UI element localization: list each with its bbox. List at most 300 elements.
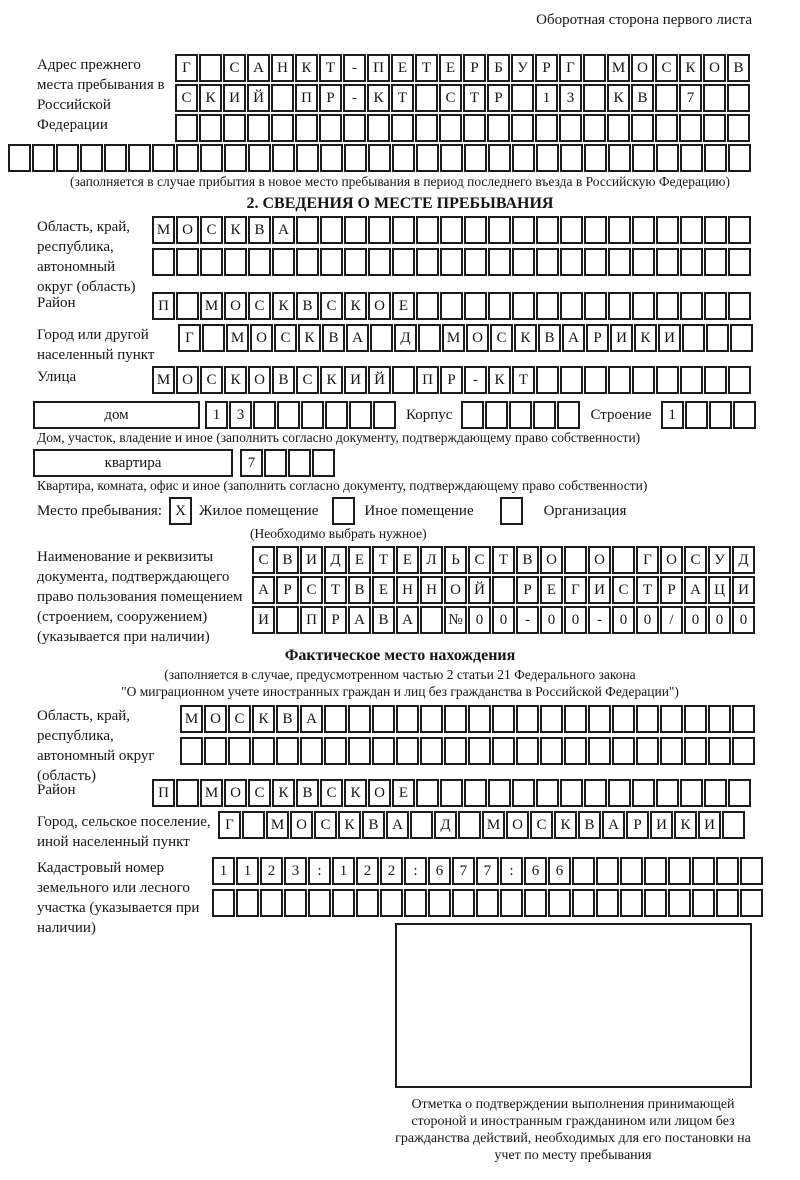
char-box[interactable]: 2 [380, 857, 403, 885]
char-box[interactable] [584, 144, 607, 172]
char-box[interactable] [704, 144, 727, 172]
char-box[interactable]: № [444, 606, 467, 634]
char-box[interactable] [463, 114, 486, 142]
char-box[interactable]: П [152, 292, 175, 320]
char-box[interactable]: 1 [535, 84, 558, 112]
char-box[interactable] [32, 144, 55, 172]
char-box[interactable] [492, 737, 515, 765]
char-box[interactable] [684, 705, 707, 733]
checkbox-zhiloe[interactable]: X [169, 497, 192, 525]
char-box[interactable]: Р [660, 576, 683, 604]
char-box[interactable] [583, 114, 606, 142]
char-box[interactable] [512, 144, 535, 172]
char-box[interactable] [344, 248, 367, 276]
char-box[interactable]: С [439, 84, 462, 112]
char-box[interactable] [440, 216, 463, 244]
char-box[interactable]: 0 [612, 606, 635, 634]
char-box[interactable]: К [674, 811, 697, 839]
char-box[interactable]: В [296, 779, 319, 807]
char-box[interactable] [332, 889, 355, 917]
char-box[interactable]: К [224, 366, 247, 394]
char-box[interactable] [488, 248, 511, 276]
char-box[interactable] [464, 216, 487, 244]
char-box[interactable]: Е [391, 54, 414, 82]
char-box[interactable]: К [272, 779, 295, 807]
char-box[interactable] [536, 144, 559, 172]
char-box[interactable]: Т [324, 576, 347, 604]
char-box[interactable]: 7 [476, 857, 499, 885]
char-box[interactable] [608, 779, 631, 807]
char-box[interactable]: В [248, 216, 271, 244]
char-box[interactable] [277, 401, 300, 429]
char-box[interactable] [492, 705, 515, 733]
char-box[interactable] [540, 705, 563, 733]
char-box[interactable] [588, 737, 611, 765]
char-box[interactable]: 0 [732, 606, 755, 634]
char-box[interactable]: Т [415, 54, 438, 82]
char-box[interactable] [557, 401, 580, 429]
char-box[interactable] [536, 366, 559, 394]
char-box[interactable]: Е [392, 779, 415, 807]
char-box[interactable] [680, 292, 703, 320]
char-box[interactable] [668, 889, 691, 917]
char-box[interactable]: С [530, 811, 553, 839]
char-box[interactable]: В [276, 546, 299, 574]
checkbox-organizaciya[interactable] [500, 497, 523, 525]
char-box[interactable]: И [588, 576, 611, 604]
char-box[interactable]: Й [368, 366, 391, 394]
char-box[interactable]: Д [732, 546, 755, 574]
char-box[interactable]: С [223, 54, 246, 82]
char-box[interactable]: С [320, 292, 343, 320]
char-box[interactable]: Е [372, 576, 395, 604]
char-box[interactable] [487, 114, 510, 142]
char-box[interactable]: О [588, 546, 611, 574]
char-box[interactable]: 0 [636, 606, 659, 634]
char-box[interactable] [296, 216, 319, 244]
char-box[interactable]: П [416, 366, 439, 394]
char-box[interactable]: 3 [284, 857, 307, 885]
char-box[interactable]: И [223, 84, 246, 112]
char-box[interactable]: Ц [708, 576, 731, 604]
char-box[interactable]: 1 [332, 857, 355, 885]
char-box[interactable] [202, 324, 225, 352]
char-box[interactable]: В [372, 606, 395, 634]
char-box[interactable]: П [367, 54, 390, 82]
char-box[interactable]: 1 [212, 857, 235, 885]
char-box[interactable] [464, 779, 487, 807]
char-box[interactable]: С [228, 705, 251, 733]
char-box[interactable]: И [610, 324, 633, 352]
char-box[interactable] [704, 292, 727, 320]
char-box[interactable] [272, 144, 295, 172]
char-box[interactable] [104, 144, 127, 172]
char-box[interactable]: М [266, 811, 289, 839]
char-box[interactable] [560, 248, 583, 276]
char-box[interactable] [180, 737, 203, 765]
char-box[interactable]: - [588, 606, 611, 634]
char-box[interactable]: А [386, 811, 409, 839]
char-box[interactable] [320, 248, 343, 276]
char-box[interactable] [242, 811, 265, 839]
char-box[interactable] [152, 248, 175, 276]
char-box[interactable]: К [338, 811, 361, 839]
char-box[interactable]: О [204, 705, 227, 733]
char-box[interactable] [728, 292, 751, 320]
char-box[interactable]: Е [348, 546, 371, 574]
char-box[interactable] [584, 216, 607, 244]
char-box[interactable]: В [727, 54, 750, 82]
char-box[interactable]: Р [440, 366, 463, 394]
char-box[interactable] [56, 144, 79, 172]
char-box[interactable]: М [607, 54, 630, 82]
char-box[interactable] [512, 216, 535, 244]
checkbox-inoe[interactable] [332, 497, 355, 525]
char-box[interactable] [706, 324, 729, 352]
char-box[interactable] [535, 114, 558, 142]
char-box[interactable] [660, 705, 683, 733]
char-box[interactable]: И [300, 546, 323, 574]
char-box[interactable] [392, 216, 415, 244]
char-box[interactable] [272, 248, 295, 276]
char-box[interactable] [176, 292, 199, 320]
char-box[interactable] [583, 54, 606, 82]
char-box[interactable]: К [199, 84, 222, 112]
char-box[interactable] [271, 84, 294, 112]
char-box[interactable] [319, 114, 342, 142]
char-box[interactable] [636, 705, 659, 733]
house-type-box[interactable]: дом [33, 401, 200, 429]
char-box[interactable] [348, 737, 371, 765]
char-box[interactable] [511, 114, 534, 142]
char-box[interactable]: К [679, 54, 702, 82]
char-box[interactable]: Т [512, 366, 535, 394]
char-box[interactable] [224, 144, 247, 172]
char-box[interactable] [464, 292, 487, 320]
char-box[interactable] [276, 606, 299, 634]
char-box[interactable]: Т [391, 84, 414, 112]
char-box[interactable] [588, 705, 611, 733]
char-box[interactable]: 3 [559, 84, 582, 112]
char-box[interactable]: В [272, 366, 295, 394]
char-box[interactable] [420, 737, 443, 765]
char-box[interactable]: Р [626, 811, 649, 839]
char-box[interactable] [404, 889, 427, 917]
char-box[interactable]: М [442, 324, 465, 352]
char-box[interactable] [656, 248, 679, 276]
char-box[interactable] [685, 401, 708, 429]
char-box[interactable]: - [464, 366, 487, 394]
char-box[interactable] [296, 144, 319, 172]
char-box[interactable] [680, 366, 703, 394]
char-box[interactable]: В [631, 84, 654, 112]
char-box[interactable] [372, 737, 395, 765]
char-box[interactable] [560, 144, 583, 172]
char-box[interactable]: А [247, 54, 270, 82]
char-box[interactable] [152, 144, 175, 172]
char-box[interactable] [396, 737, 419, 765]
char-box[interactable]: С [274, 324, 297, 352]
char-box[interactable]: В [348, 576, 371, 604]
char-box[interactable] [584, 779, 607, 807]
char-box[interactable] [461, 401, 484, 429]
char-box[interactable] [392, 248, 415, 276]
char-box[interactable] [728, 248, 751, 276]
char-box[interactable]: И [252, 606, 275, 634]
char-box[interactable]: П [300, 606, 323, 634]
char-box[interactable] [682, 324, 705, 352]
char-box[interactable]: 6 [524, 857, 547, 885]
char-box[interactable]: О [290, 811, 313, 839]
char-box[interactable]: О [224, 779, 247, 807]
char-box[interactable] [440, 144, 463, 172]
char-box[interactable]: В [296, 292, 319, 320]
char-box[interactable] [656, 366, 679, 394]
char-box[interactable] [608, 144, 631, 172]
char-box[interactable] [276, 737, 299, 765]
char-box[interactable] [320, 216, 343, 244]
char-box[interactable]: Т [319, 54, 342, 82]
char-box[interactable] [540, 737, 563, 765]
char-box[interactable]: Р [319, 84, 342, 112]
char-box[interactable]: А [602, 811, 625, 839]
char-box[interactable]: К [367, 84, 390, 112]
char-box[interactable] [200, 144, 223, 172]
char-box[interactable] [356, 889, 379, 917]
char-box[interactable]: 1 [205, 401, 228, 429]
char-box[interactable] [416, 292, 439, 320]
char-box[interactable]: 7 [452, 857, 475, 885]
char-box[interactable] [488, 144, 511, 172]
char-box[interactable]: - [516, 606, 539, 634]
char-box[interactable]: К [224, 216, 247, 244]
char-box[interactable]: 7 [679, 84, 702, 112]
char-box[interactable]: К [320, 366, 343, 394]
char-box[interactable] [704, 216, 727, 244]
char-box[interactable] [264, 449, 287, 477]
char-box[interactable]: 0 [492, 606, 515, 634]
char-box[interactable]: С [300, 576, 323, 604]
char-box[interactable]: О [224, 292, 247, 320]
char-box[interactable] [560, 779, 583, 807]
char-box[interactable]: Й [247, 84, 270, 112]
char-box[interactable]: Т [463, 84, 486, 112]
char-box[interactable] [564, 737, 587, 765]
char-box[interactable]: А [684, 576, 707, 604]
char-box[interactable] [236, 889, 259, 917]
char-box[interactable]: С [490, 324, 513, 352]
char-box[interactable]: Р [324, 606, 347, 634]
char-box[interactable] [348, 705, 371, 733]
char-box[interactable] [656, 144, 679, 172]
char-box[interactable] [420, 606, 443, 634]
char-box[interactable]: Д [324, 546, 347, 574]
char-box[interactable] [288, 449, 311, 477]
char-box[interactable] [320, 144, 343, 172]
char-box[interactable] [260, 889, 283, 917]
char-box[interactable] [679, 114, 702, 142]
char-box[interactable]: О [368, 292, 391, 320]
char-box[interactable] [420, 705, 443, 733]
apartment-type-box[interactable]: квартира [33, 449, 233, 477]
char-box[interactable]: С [296, 366, 319, 394]
char-box[interactable]: С [248, 779, 271, 807]
char-box[interactable] [416, 248, 439, 276]
char-box[interactable] [247, 114, 270, 142]
char-box[interactable] [660, 737, 683, 765]
char-box[interactable]: О [466, 324, 489, 352]
char-box[interactable] [728, 216, 751, 244]
char-box[interactable] [440, 292, 463, 320]
char-box[interactable] [410, 811, 433, 839]
char-box[interactable] [656, 216, 679, 244]
char-box[interactable] [392, 144, 415, 172]
char-box[interactable] [632, 292, 655, 320]
char-box[interactable]: Е [396, 546, 419, 574]
char-box[interactable]: 0 [468, 606, 491, 634]
char-box[interactable] [325, 401, 348, 429]
char-box[interactable]: Ь [444, 546, 467, 574]
char-box[interactable]: А [562, 324, 585, 352]
char-box[interactable] [176, 248, 199, 276]
char-box[interactable] [564, 705, 587, 733]
char-box[interactable]: И [698, 811, 721, 839]
char-box[interactable] [680, 144, 703, 172]
char-box[interactable]: 7 [240, 449, 263, 477]
char-box[interactable]: К [514, 324, 537, 352]
char-box[interactable] [492, 576, 515, 604]
char-box[interactable] [368, 248, 391, 276]
char-box[interactable] [632, 144, 655, 172]
char-box[interactable] [418, 324, 441, 352]
char-box[interactable] [485, 401, 508, 429]
char-box[interactable] [560, 366, 583, 394]
char-box[interactable]: С [200, 216, 223, 244]
char-box[interactable] [509, 401, 532, 429]
char-box[interactable] [728, 779, 751, 807]
char-box[interactable]: Г [218, 811, 241, 839]
char-box[interactable] [732, 737, 755, 765]
char-box[interactable] [416, 216, 439, 244]
char-box[interactable] [476, 889, 499, 917]
char-box[interactable]: К [554, 811, 577, 839]
char-box[interactable] [176, 144, 199, 172]
char-box[interactable] [607, 114, 630, 142]
char-box[interactable] [572, 857, 595, 885]
char-box[interactable] [392, 366, 415, 394]
char-box[interactable]: 0 [684, 606, 707, 634]
char-box[interactable]: 0 [708, 606, 731, 634]
char-box[interactable] [572, 889, 595, 917]
char-box[interactable] [380, 889, 403, 917]
char-box[interactable] [343, 114, 366, 142]
char-box[interactable] [367, 114, 390, 142]
char-box[interactable] [722, 811, 745, 839]
char-box[interactable]: М [180, 705, 203, 733]
char-box[interactable] [284, 889, 307, 917]
char-box[interactable] [500, 889, 523, 917]
char-box[interactable]: У [708, 546, 731, 574]
char-box[interactable]: С [248, 292, 271, 320]
char-box[interactable] [740, 857, 763, 885]
char-box[interactable]: О [444, 576, 467, 604]
char-box[interactable] [728, 144, 751, 172]
char-box[interactable] [396, 705, 419, 733]
char-box[interactable]: И [650, 811, 673, 839]
char-box[interactable] [728, 366, 751, 394]
char-box[interactable]: А [300, 705, 323, 733]
char-box[interactable] [128, 144, 151, 172]
char-box[interactable] [704, 779, 727, 807]
char-box[interactable] [709, 401, 732, 429]
char-box[interactable] [708, 705, 731, 733]
char-box[interactable] [300, 737, 323, 765]
char-box[interactable]: С [684, 546, 707, 574]
char-box[interactable]: У [511, 54, 534, 82]
char-box[interactable] [464, 248, 487, 276]
char-box[interactable] [253, 401, 276, 429]
char-box[interactable] [444, 737, 467, 765]
char-box[interactable]: С [320, 779, 343, 807]
char-box[interactable] [512, 248, 535, 276]
char-box[interactable] [199, 114, 222, 142]
char-box[interactable]: М [200, 292, 223, 320]
char-box[interactable] [584, 248, 607, 276]
char-box[interactable] [559, 114, 582, 142]
char-box[interactable]: Д [394, 324, 417, 352]
char-box[interactable] [740, 889, 763, 917]
char-box[interactable] [444, 705, 467, 733]
char-box[interactable] [204, 737, 227, 765]
char-box[interactable]: Н [420, 576, 443, 604]
char-box[interactable] [533, 401, 556, 429]
char-box[interactable] [608, 292, 631, 320]
char-box[interactable] [176, 779, 199, 807]
char-box[interactable] [632, 366, 655, 394]
char-box[interactable]: О [506, 811, 529, 839]
char-box[interactable] [612, 705, 635, 733]
char-box[interactable]: Е [540, 576, 563, 604]
char-box[interactable] [512, 779, 535, 807]
char-box[interactable] [596, 889, 619, 917]
char-box[interactable] [727, 84, 750, 112]
char-box[interactable] [704, 366, 727, 394]
char-box[interactable]: А [252, 576, 275, 604]
char-box[interactable]: 3 [229, 401, 252, 429]
char-box[interactable]: С [175, 84, 198, 112]
char-box[interactable] [223, 114, 246, 142]
char-box[interactable]: Г [175, 54, 198, 82]
char-box[interactable] [271, 114, 294, 142]
char-box[interactable] [391, 114, 414, 142]
char-box[interactable] [684, 737, 707, 765]
char-box[interactable] [716, 857, 739, 885]
char-box[interactable] [464, 144, 487, 172]
char-box[interactable] [349, 401, 372, 429]
char-box[interactable]: И [732, 576, 755, 604]
char-box[interactable]: С [200, 366, 223, 394]
char-box[interactable] [468, 705, 491, 733]
char-box[interactable]: В [516, 546, 539, 574]
char-box[interactable]: В [538, 324, 561, 352]
char-box[interactable]: Е [439, 54, 462, 82]
char-box[interactable] [370, 324, 393, 352]
char-box[interactable] [620, 857, 643, 885]
char-box[interactable] [703, 84, 726, 112]
char-box[interactable]: Т [372, 546, 395, 574]
char-box[interactable] [732, 705, 755, 733]
char-box[interactable] [655, 114, 678, 142]
